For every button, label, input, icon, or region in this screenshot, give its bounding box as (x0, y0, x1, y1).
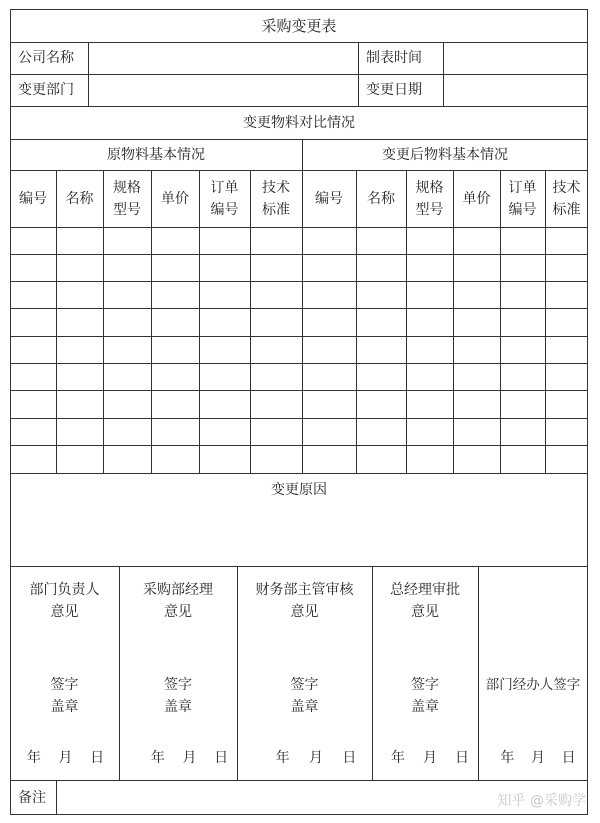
approval-date (142, 747, 237, 767)
month-label: 月 (182, 750, 197, 766)
divider (10, 363, 588, 364)
column-header-line1: 单价 (462, 190, 491, 207)
day-label: 日 (214, 750, 229, 766)
column-header-line1: 编号 (315, 190, 343, 207)
column-header-line2: 编号 (508, 201, 537, 218)
made-time-label: 制表时间 (366, 50, 422, 66)
company-name-label: 公司名称 (18, 50, 74, 66)
sign-label: 签字 (290, 677, 319, 693)
change-dept-label: 变更部门 (18, 82, 74, 98)
approval-opinion: 意见 (164, 604, 192, 620)
comparison-title: 变更物料对比情况 (243, 114, 355, 131)
seal-label: 盖章 (290, 699, 319, 715)
divider (10, 566, 588, 567)
year-label: 年 (275, 750, 290, 766)
column-header (56, 170, 103, 227)
sign-label: 签字 (50, 677, 79, 693)
column-header (103, 170, 151, 227)
column-header (406, 170, 453, 227)
column-header-line1: 技术 (262, 179, 290, 196)
day-label: 日 (455, 750, 469, 766)
divider (478, 566, 479, 780)
column-header-line1: 单价 (161, 190, 189, 207)
divider (10, 254, 588, 255)
column-header-line2: 型号 (113, 201, 141, 218)
divider (10, 390, 588, 391)
seal-label: 盖章 (50, 699, 79, 715)
month-label: 月 (58, 750, 73, 766)
divider (10, 336, 588, 337)
column-header-line1: 技术 (552, 179, 581, 196)
column-header (151, 170, 199, 227)
sign-label: 签字 (164, 677, 192, 693)
form-title: 采购变更表 (261, 16, 337, 35)
approval-date (382, 747, 478, 767)
day-label: 日 (342, 750, 357, 766)
divider (10, 308, 588, 309)
remark-label: 备注 (18, 789, 46, 806)
approval-opinion: 意见 (290, 604, 319, 620)
year-label: 年 (391, 750, 405, 766)
divider (10, 227, 588, 228)
watermark: 知乎 @采购学 (497, 793, 586, 809)
handler-sign-label: 部门经办人签字 (485, 677, 581, 693)
column-header (250, 170, 302, 227)
column-header-line1: 名称 (367, 190, 395, 207)
approval-finance-review (237, 579, 372, 623)
approval-purchase-manager (119, 579, 237, 623)
column-header-line2: 型号 (415, 201, 444, 218)
approval-title: 部门负责人 (29, 582, 100, 598)
column-header (356, 170, 406, 227)
change-date-label: 变更日期 (366, 82, 422, 98)
approval-signature-block (10, 674, 119, 718)
column-header (10, 170, 56, 227)
divider (10, 445, 588, 446)
approval-date (18, 747, 113, 767)
month-label: 月 (423, 750, 437, 766)
column-header-line2: 编号 (210, 201, 239, 218)
approval-title: 采购部经理 (143, 582, 213, 598)
year-label: 年 (150, 750, 165, 766)
column-header (302, 170, 356, 227)
year-label: 年 (500, 750, 515, 766)
approval-signature-block (237, 674, 372, 718)
column-header-line1: 名称 (65, 190, 94, 207)
column-header-line1: 规格 (415, 179, 444, 196)
column-header-line2: 标准 (262, 201, 290, 218)
divider (10, 418, 588, 419)
approval-opinion: 意见 (411, 604, 439, 620)
day-label: 日 (90, 750, 105, 766)
change-reason-label: 变更原因 (271, 482, 327, 498)
column-header (500, 170, 545, 227)
approval-title: 总经理审批 (390, 582, 460, 598)
column-header-line2: 标准 (552, 201, 581, 218)
column-header (199, 170, 250, 227)
company-name-field[interactable] (88, 42, 358, 74)
approval-signature-block (372, 674, 478, 718)
handler-date (492, 747, 584, 767)
approval-dept-head (10, 579, 119, 623)
change-dept-field[interactable] (88, 74, 358, 106)
month-label: 月 (530, 750, 545, 766)
column-header-line1: 订单 (210, 179, 239, 196)
column-header-line1: 订单 (508, 179, 537, 196)
column-header-line1: 规格 (113, 179, 141, 196)
made-time-field[interactable] (443, 42, 588, 74)
year-label: 年 (26, 750, 41, 766)
approval-date (266, 747, 366, 767)
change-reason-field[interactable] (10, 507, 588, 566)
column-header (545, 170, 588, 227)
column-header (453, 170, 500, 227)
day-label: 日 (561, 750, 576, 766)
month-label: 月 (308, 750, 323, 766)
change-date-field[interactable] (443, 74, 588, 106)
sign-label: 签字 (411, 677, 439, 693)
original-material-title: 原物料基本情况 (107, 146, 205, 163)
seal-label: 盖章 (164, 699, 192, 715)
changed-material-title: 变更后物料基本情况 (382, 146, 508, 163)
approval-title: 财务部主管审核 (255, 582, 354, 598)
approval-signature-block (119, 674, 237, 718)
seal-label: 盖章 (411, 699, 439, 715)
approval-opinion: 意见 (50, 604, 79, 620)
column-header-line1: 编号 (19, 190, 47, 207)
approval-gm (372, 579, 478, 623)
divider (10, 281, 588, 282)
